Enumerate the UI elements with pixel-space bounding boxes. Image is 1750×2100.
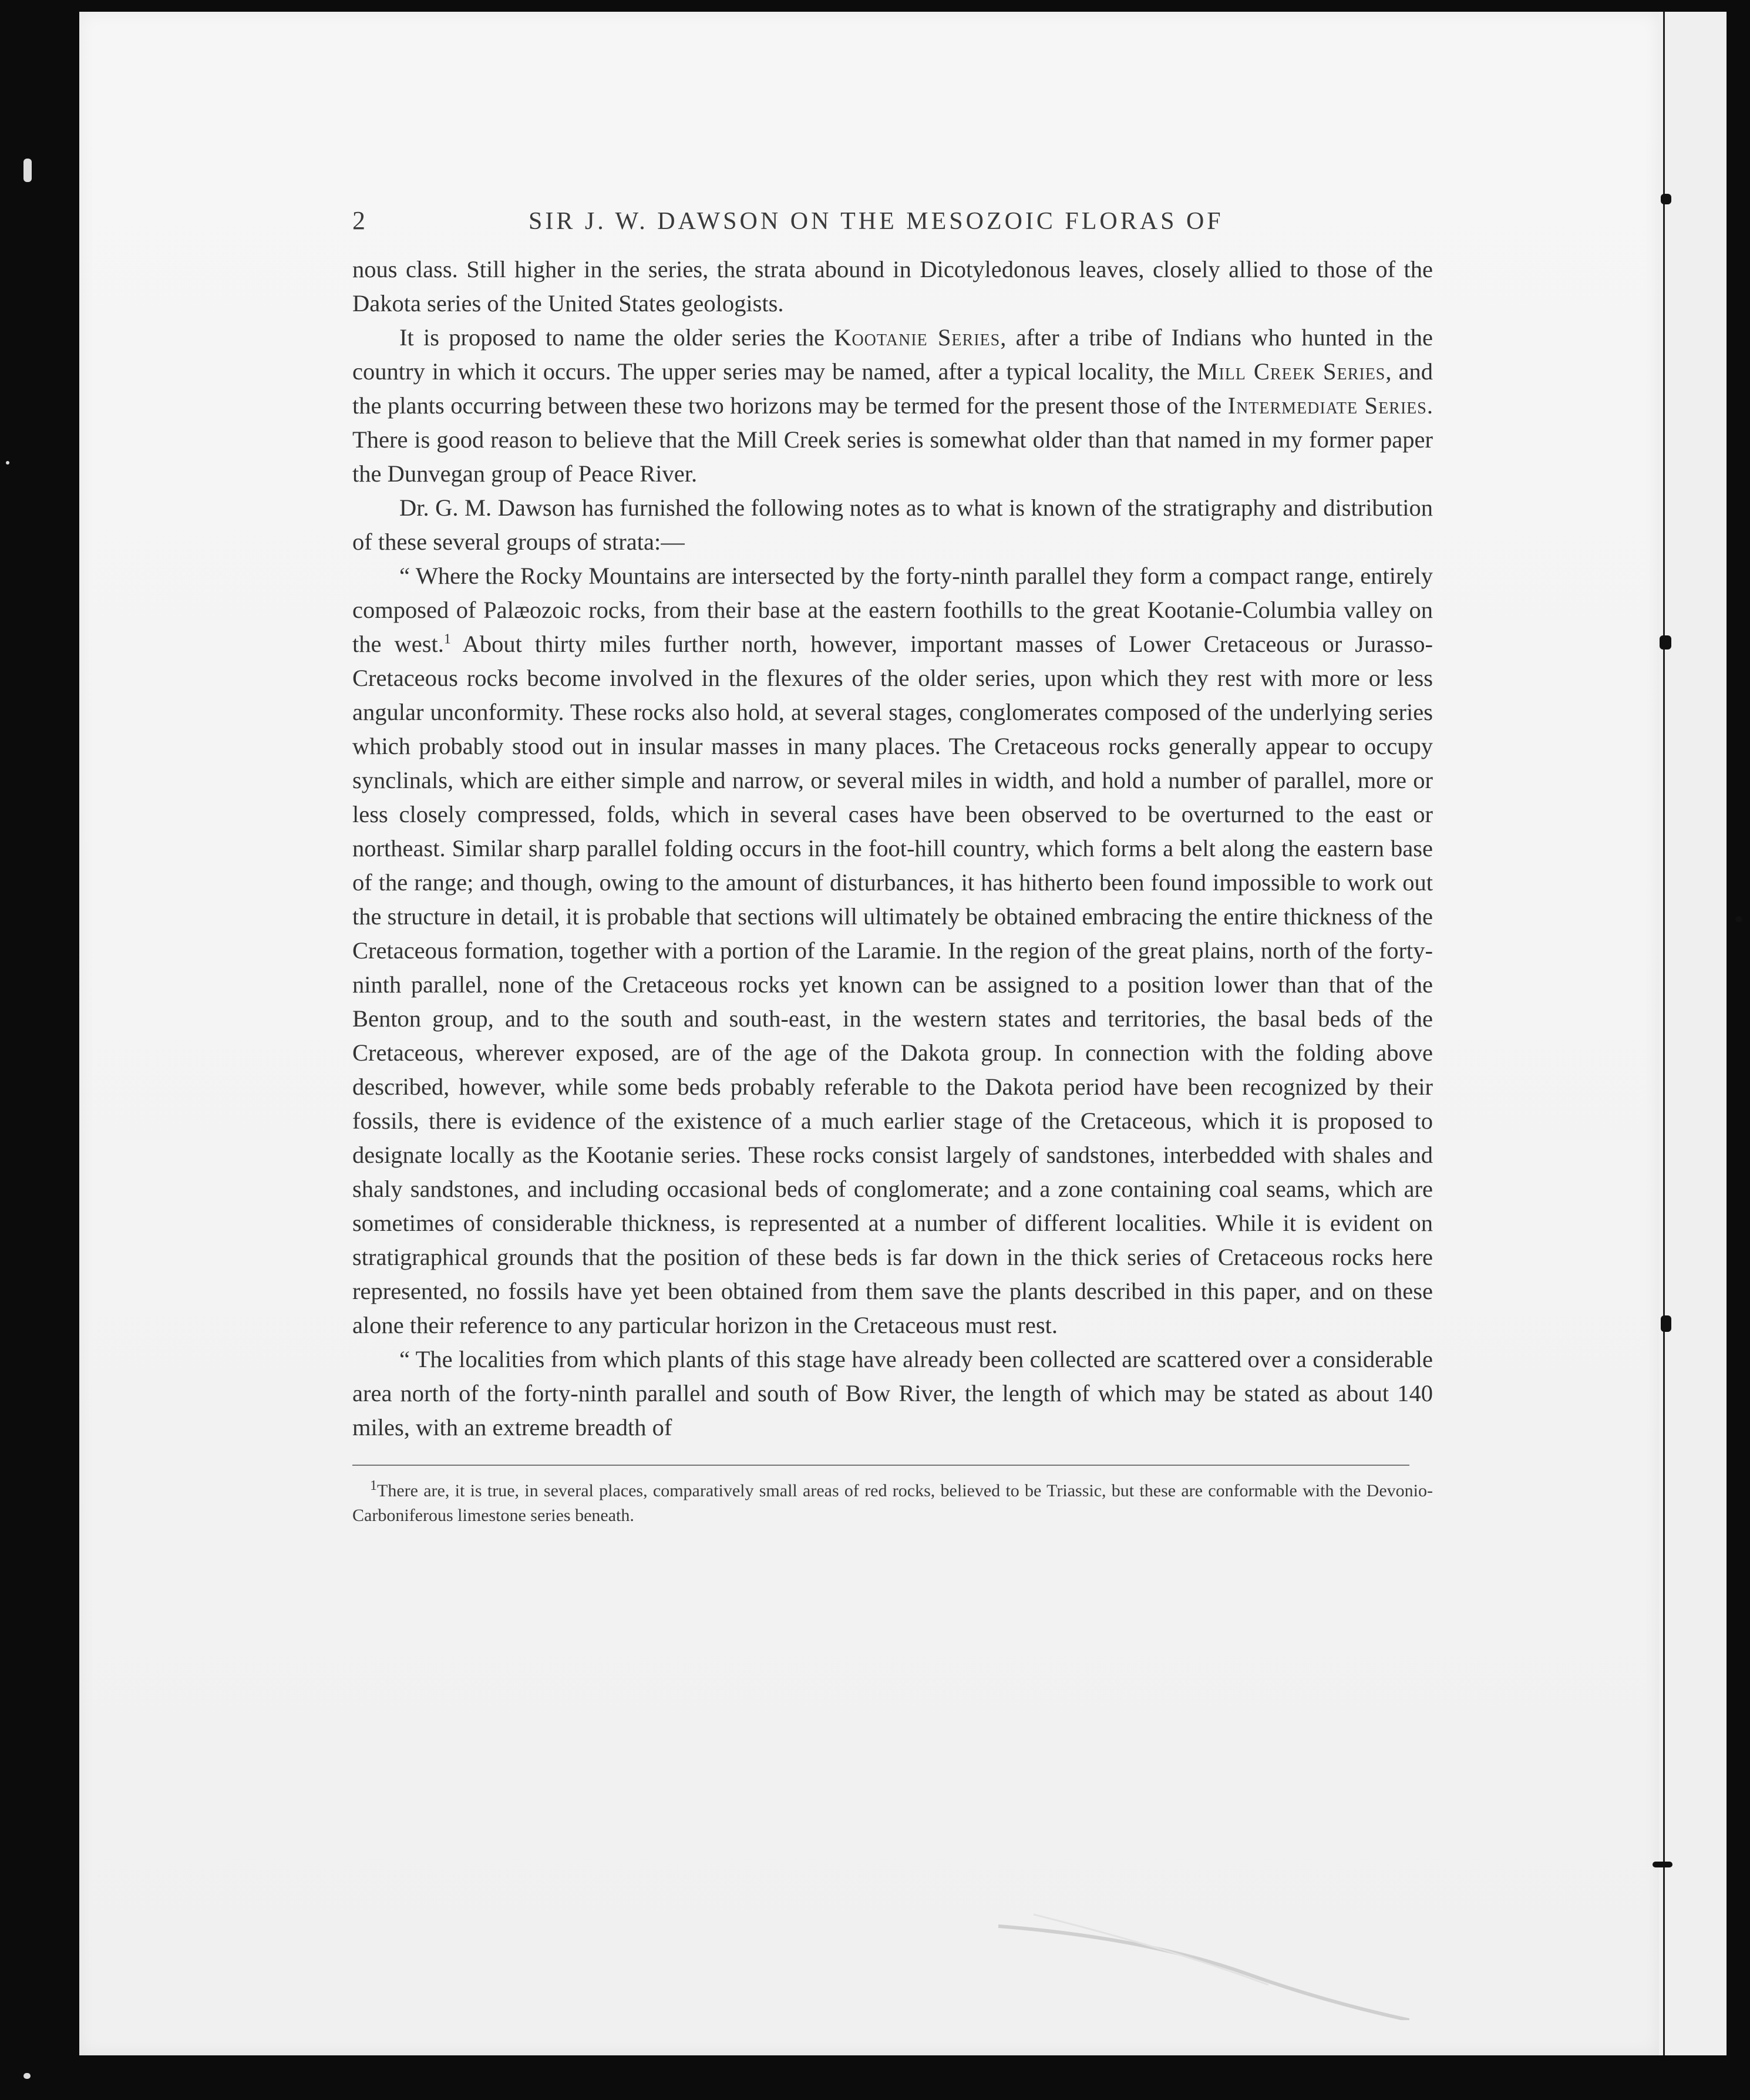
edge-tab-mark — [1661, 194, 1671, 204]
series-name: Mill Creek Series — [1197, 358, 1386, 385]
edge-tab-mark — [1653, 1862, 1672, 1867]
running-title: SIR J. W. DAWSON ON THE MESOZOIC FLORAS OF — [529, 208, 1224, 235]
paragraph — [352, 559, 1433, 1342]
text-run: Dr. G. M. Dawson has furnished the following notes as to what is known of the stratigraphy and distribution of these several groups of strata:— — [352, 494, 1433, 555]
margin-mark — [6, 461, 9, 465]
paragraph — [352, 321, 1433, 491]
edge-tab-mark — [1735, 916, 1742, 922]
text-run: nous class. Still higher in the series, the strata abound in Dicotyledonous leaves, closely allied to those of the Dakota series of the United States geologists. — [352, 256, 1433, 317]
margin-mark — [23, 2073, 31, 2079]
paper-crease — [998, 1903, 1409, 2020]
footnote — [352, 1479, 1433, 1528]
footnote-text: There are, it is true, in several places, comparatively small areas of red rocks, believed to be Triassic, but these are conformable with the Devonio-Carboniferous limestone series beneath. — [352, 1481, 1433, 1525]
paragraph — [352, 491, 1433, 559]
text-run: “ Where the Rocky Mountains are intersected by the forty-ninth parallel they form a compact range, entirely composed of Palæozoic rocks, from their base at the eastern foothills to the great Kootanie-Columbia valley on the west. — [352, 563, 1433, 657]
adjacent-page-edge — [1659, 12, 1727, 2055]
page-content — [352, 206, 1433, 1528]
text-run: . There is good reason to believe that the Mill Creek series is somewhat older than that named in my former paper the Dunvegan group of Peace River. — [352, 392, 1433, 487]
footnote-rule — [352, 1465, 1409, 1466]
page-number: 2 — [352, 206, 368, 235]
text-run: , and the plants occurring between these two horizons may be termed for the present those of the — [352, 358, 1433, 419]
edge-tab-mark — [1661, 1315, 1671, 1332]
paragraph — [352, 253, 1433, 321]
edge-tab-mark — [1660, 635, 1671, 649]
text-run: “ The localities from which plants of this stage have already been collected are scattered over a considerable area north of the forty-ninth parallel and south of Bow River, the length of which may be stated as about 140 miles, with an extreme breadth of — [352, 1346, 1433, 1441]
footnote-marker: 1 — [370, 1478, 377, 1493]
text-run: It is proposed to name the older series the — [399, 324, 834, 351]
text-run: About thirty miles further north, however, important masses of Lower Cretaceous or Jurasso-Cretaceous rocks become involved in the flexures of the older series, upon which they rest with more or less angular unconformity. These rocks also hold, at several stages, conglomerates composed of the underlying series which probably stood out in insular masses in many places. The Cretaceous rocks generally appear to occupy synclinals, which are either simple and narrow, or several miles in width, and hold a number of parallel, more or less closely compressed, folds, which in several cases have been observed to be overturned to the east or northeast. Similar sharp parallel folding occurs in the foot-hill country, which forms a belt along the eastern base of the range; and though, owing to the amount of disturbances, it has hitherto been found impossible to work out the structure in detail, it is probable that sections will ultimately be obtained embracing the entire thickness of the Cretaceous formation, together with a portion of the Laramie. In the region of the great plains, north of the forty-ninth parallel, none of the Cretaceous rocks yet known can be assigned to a position lower than that of the Benton group, and to the south and south-east, in the western states and territories, the basal beds of the Cretaceous, wherever exposed, are of the age of the Dakota group. In connection with the folding above described, however, while some beds probably referable to the Dakota period have been recognized by their fossils, there is evidence of the existence of a much earlier stage of the Cretaceous, which it is proposed to designate locally as the Kootanie series. These rocks consist largely of sandstones, interbedded with shales and shaly sandstones, and including occasional beds of conglomerate; and a zone containing coal seams, which are sometimes of considerable thickness, is represented at a number of different localities. While it is evident on stratigraphical grounds that the position of these beds is far down in the thick series of Cretaceous rocks here represented, no fossils have yet been obtained from them save the plants described in this paper, and on these alone their reference to any particular horizon in the Cretaceous must rest. — [352, 631, 1433, 1338]
margin-mark — [23, 159, 32, 182]
footnote-reference: 1 — [443, 631, 451, 647]
series-name: Intermediate Series — [1227, 392, 1427, 419]
paragraph — [352, 1342, 1433, 1445]
body-text — [352, 253, 1433, 1445]
running-header — [352, 206, 1433, 253]
series-name: Kootanie Series — [834, 324, 1001, 351]
text-run: , after a tribe of Indians who hunted in the country in which it occurs. The upper series may be named, after a typical locality, the — [352, 324, 1433, 385]
page-edge-line — [1663, 12, 1665, 2055]
